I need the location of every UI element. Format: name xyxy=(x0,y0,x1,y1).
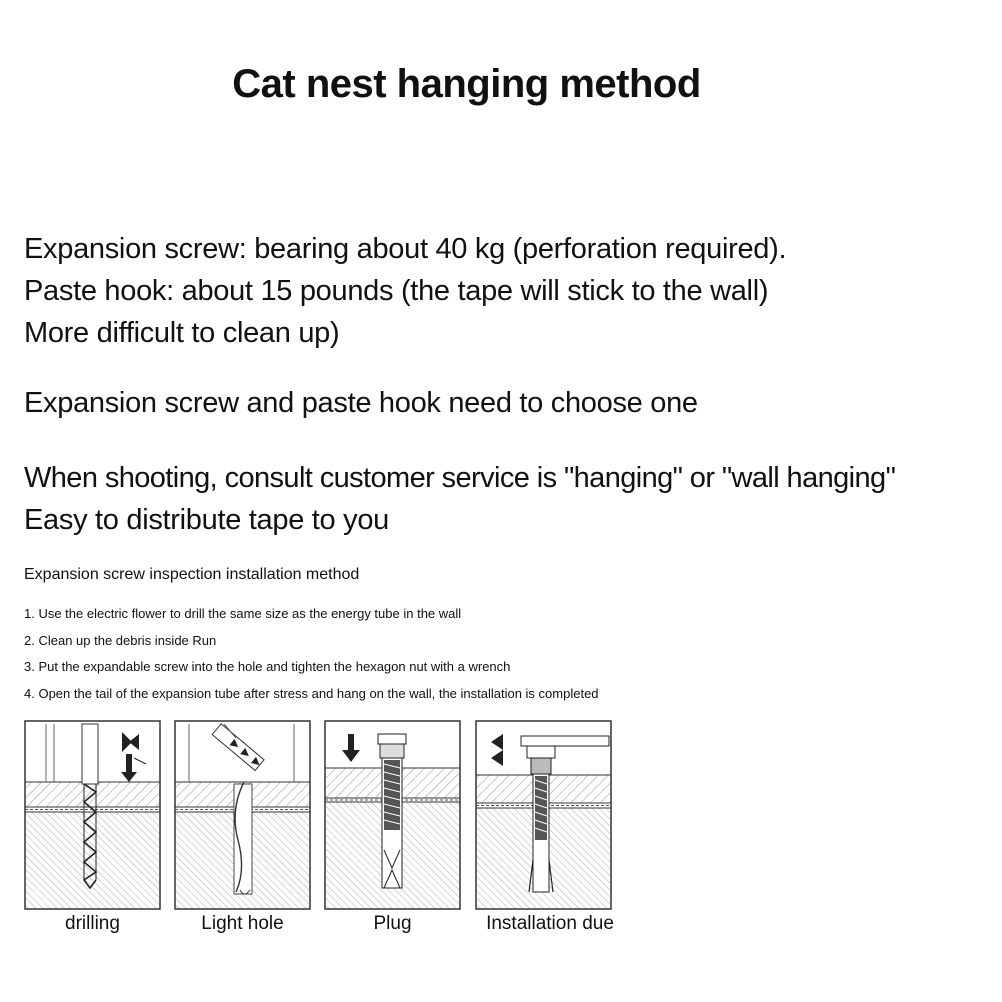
step-item: 4. Open the tail of the expansion tube after stress and hang on the wall, the installation is completed xyxy=(24,685,599,701)
intro-paragraph xyxy=(24,228,786,354)
intro-line: Expansion screw: bearing about 40 kg (perforation required). xyxy=(24,233,787,265)
page-title: Cat nest hanging method xyxy=(232,62,701,106)
installation-caption: Installation due xyxy=(486,913,614,934)
light-hole-diagram xyxy=(174,720,311,910)
step-item: 1. Use the electric flower to drill the same size as the energy tube in the wall xyxy=(24,606,462,621)
section-title: Expansion screw inspection installation method xyxy=(24,566,360,583)
steps-list xyxy=(24,604,599,710)
intro-line: Paste hook: about 15 pounds (the tape will stick to the wall) xyxy=(24,275,769,307)
step-item: 2. Clean up the debris inside Run xyxy=(24,632,217,648)
intro-line: More difficult to clean up) xyxy=(24,317,340,349)
light-hole-caption: Light hole xyxy=(201,913,284,934)
choose-note: Expansion screw and paste hook need to choose one xyxy=(24,387,698,419)
step-item: 3. Put the expandable screw into the hole and tighten the hexagon nut with a wrench xyxy=(24,659,511,674)
installation-diagram xyxy=(475,720,612,910)
drilling-caption: drilling xyxy=(65,913,120,934)
shooting-line: When shooting, consult customer service is "hanging" or "wall hanging" xyxy=(24,462,896,494)
plug-caption: Plug xyxy=(373,913,412,934)
shooting-note xyxy=(24,457,895,541)
plug-diagram xyxy=(324,720,461,910)
shooting-line: Easy to distribute tape to you xyxy=(24,504,389,536)
drilling-diagram xyxy=(24,720,161,910)
